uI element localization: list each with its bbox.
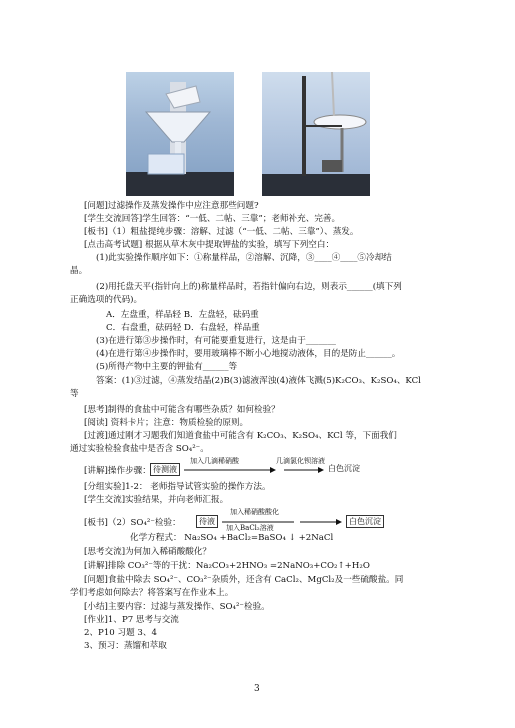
flow2-start: 待液 [196,515,218,528]
homework-2: 2、P10 习题 3、4 [84,628,157,638]
flow-diagram-1 [150,456,360,478]
filtration-photo [126,72,234,196]
exam-intro: [点击高考试题] 根据从草木灰中提取钾盐的实验，填写下列空白： [84,240,335,250]
think-nitric: [思考交流]为何加入稀硝酸酸化？ [84,547,212,557]
board-sulfate-test: [板书]（2）SO₄²⁻检验： [84,518,181,528]
student-answer: [学生交流回答]学生回答：“一低、二帖、三靠”；老师补充、完善。 [84,214,341,224]
student-report: [学生交流]实验结果，并向老师汇报。 [84,495,229,505]
explain-steps: [讲解]操作步骤： [84,466,151,476]
option-cd: C．右盘重，砝码轻 D．右盘轻，样品重 [106,323,260,333]
flow1-step1: 加入几滴稀硝酸 [190,457,239,465]
evaporation-photo [262,72,370,196]
flow2-step2: 加入BaCl₂溶液 [226,524,274,532]
option-ab: A．左盘重，样品轻 B．左盘轻，砝码重 [106,310,259,320]
question-filtration: [问题]过滤操作及蒸发操作中应注意那些问题? [84,201,259,211]
board-step1: [板书]（1）粗盐提纯步骤：溶解、过滤（“一低、二帖、三靠”）、蒸发。 [84,227,359,237]
flow1-step2: 几滴氯化钡溶液 [276,457,325,465]
exam-q4: (4)在进行第④步操作时，要用玻璃棒不断小心地搅动液体，目的是防止______。 [96,349,401,359]
exam-q1-cont: 晶。 [70,266,88,276]
exam-q1: (1)此实验操作顺序如下：①称量样品，②溶解、沉降，③____④____⑤冷却结 [96,253,392,263]
transition-cont: 通过实验检验食盐中是否含 SO₄²⁻。 [70,444,209,454]
exam-q5: (5)所得产物中主要的钾盐有______等 [96,362,238,372]
answer-cont: 等 [70,389,79,399]
exam-q3: (3)在进行第③步操作时，有可能要重复进行，这是由于_______ [96,336,336,346]
exam-q2-cont: 正确选项的代码)。 [70,295,143,305]
homework-1: [作业]1、P7 思考与交流 [84,615,179,625]
transition: [过渡]通过刚才习题我们知道食盐中可能含有 K₂CO₃、K₂SO₄、KCl 等，下面我们 [84,431,397,441]
summary: [小结]主要内容：过滤与蒸发操作、SO₄²⁻检验。 [84,602,270,612]
explain-carbonate: [讲解]排除 CO₃²⁻等的干扰：Na₂CO₃+2HNO₃ =2NaNO₃+CO₂↑+H₂O [84,561,370,571]
homework-3: 3、预习：蒸馏和萃取 [84,641,167,651]
question-removal-cont: 学们考虑如何除去？将答案写在作业本上。 [70,588,234,598]
reading: [阅读] 资料卡片；注意：物质检验的原则。 [84,418,249,428]
question-removal: [问题]食盐中除去 SO₄²⁻、CO₃²⁻杂质外，还含有 CaCl₂、MgCl₂及一些硫酸盐。同 [84,575,404,585]
flow-diagram-2 [196,507,386,531]
flow1-result: 白色沉淀 [328,464,360,473]
exam-q2: (2)用托盘天平(指针向上的)称量样品时，若指针偏向右边，则表示______(填下列 [96,282,402,292]
think-impurities: [思考]制得的食盐中可能含有哪些杂质？如何检验？ [84,405,280,415]
page-number: 3 [254,684,260,694]
flow1-start: 待测液 [150,463,180,476]
flow2-result: 白色沉淀 [346,515,384,528]
group-experiment: [分组实验]1-2： 老师指导试管实验的操作方法。 [84,482,271,492]
chem-equation: 化学方程式： Na₂SO₄ +BaCl₂=BaSO₄ ↓ +2NaCl [130,533,334,543]
flow2-step1: 加入稀硝酸酸化 [230,508,279,516]
answer: 答案：(1)③过滤，④蒸发结晶(2)B(3)滤液浑浊(4)液体飞溅(5)K₂CO₃、K₂SO₄、KCl [96,376,421,386]
